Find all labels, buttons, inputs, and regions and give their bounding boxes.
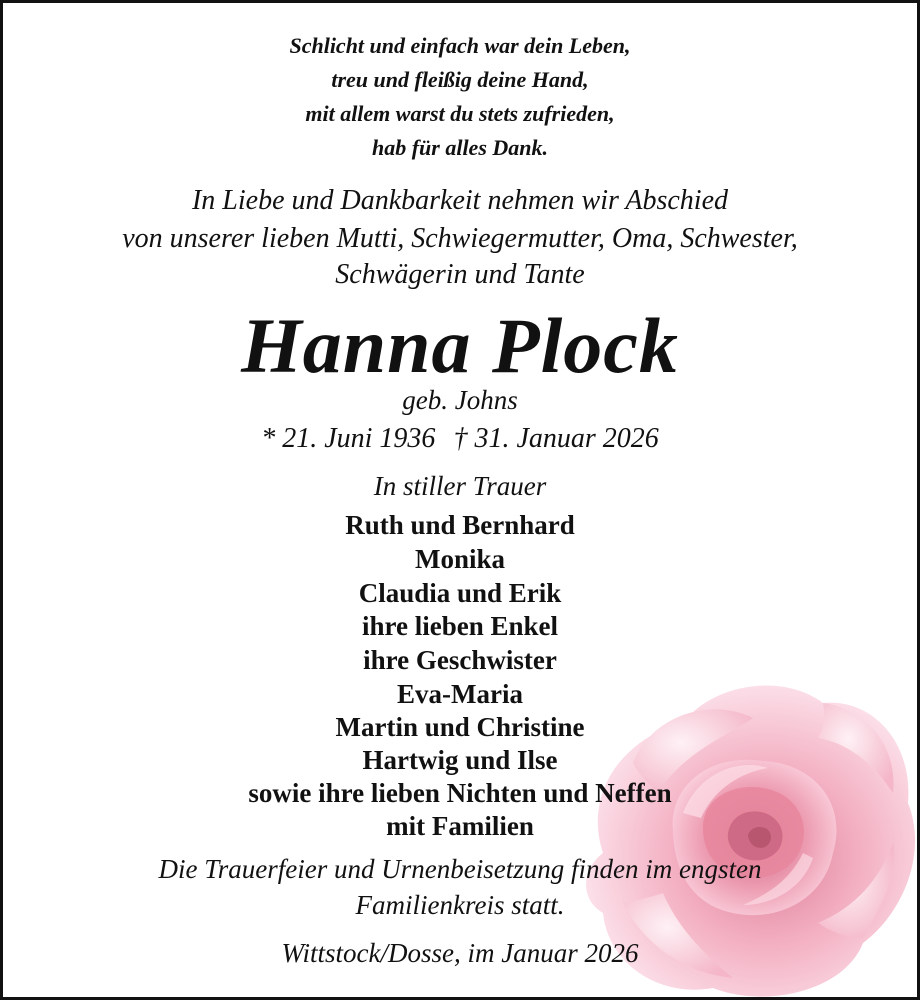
- intro-line-3: Schwägerin und Tante: [335, 259, 585, 290]
- mourner-line: Hartwig und Ilse: [362, 745, 558, 775]
- mourning-heading: In stiller Trauer: [373, 471, 547, 501]
- mourner-line: mit Familien: [386, 811, 534, 841]
- birth-name: geb. Johns: [402, 385, 518, 415]
- mourner-line: Monika: [414, 544, 506, 574]
- mourner-line: Claudia und Erik: [358, 578, 562, 608]
- poem-line-4: hab für alles Dank.: [371, 135, 549, 160]
- mourner-line: ihre Geschwister: [363, 645, 557, 675]
- intro-line-1: In Liebe und Dankbarkeit nehmen wir Abschied: [191, 185, 729, 216]
- poem-line-3: mit allem warst du stets zufrieden,: [305, 101, 615, 126]
- mourner-line: ihre lieben Enkel: [361, 611, 559, 641]
- deceased-name: Hanna Plock: [241, 302, 679, 389]
- place-and-date: Wittstock/Dosse, im Januar 2026: [281, 938, 639, 968]
- mourner-line: sowie ihre lieben Nichten und Neffen: [248, 778, 672, 808]
- birth-date: * 21. Juni 1936: [261, 423, 436, 454]
- intro-line-2: von unserer lieben Mutti, Schwiegermutter, Oma, Schwester,: [122, 223, 798, 254]
- ceremony-line-2: Familienkreis statt.: [355, 890, 565, 920]
- mourner-line: Ruth und Bernhard: [345, 510, 575, 540]
- ceremony-line-1: Die Trauerfeier und Urnenbeisetzung finden im engsten: [158, 854, 762, 884]
- life-dates: [3, 423, 917, 455]
- poem-line-2: treu und fleißig deine Hand,: [331, 67, 589, 92]
- mourner-line: Eva-Maria: [397, 679, 523, 709]
- death-date: † 31. Januar 2026: [453, 423, 659, 454]
- mourner-line: Martin und Christine: [335, 712, 585, 742]
- poem-line-1: Schlicht und einfach war dein Leben,: [289, 33, 631, 58]
